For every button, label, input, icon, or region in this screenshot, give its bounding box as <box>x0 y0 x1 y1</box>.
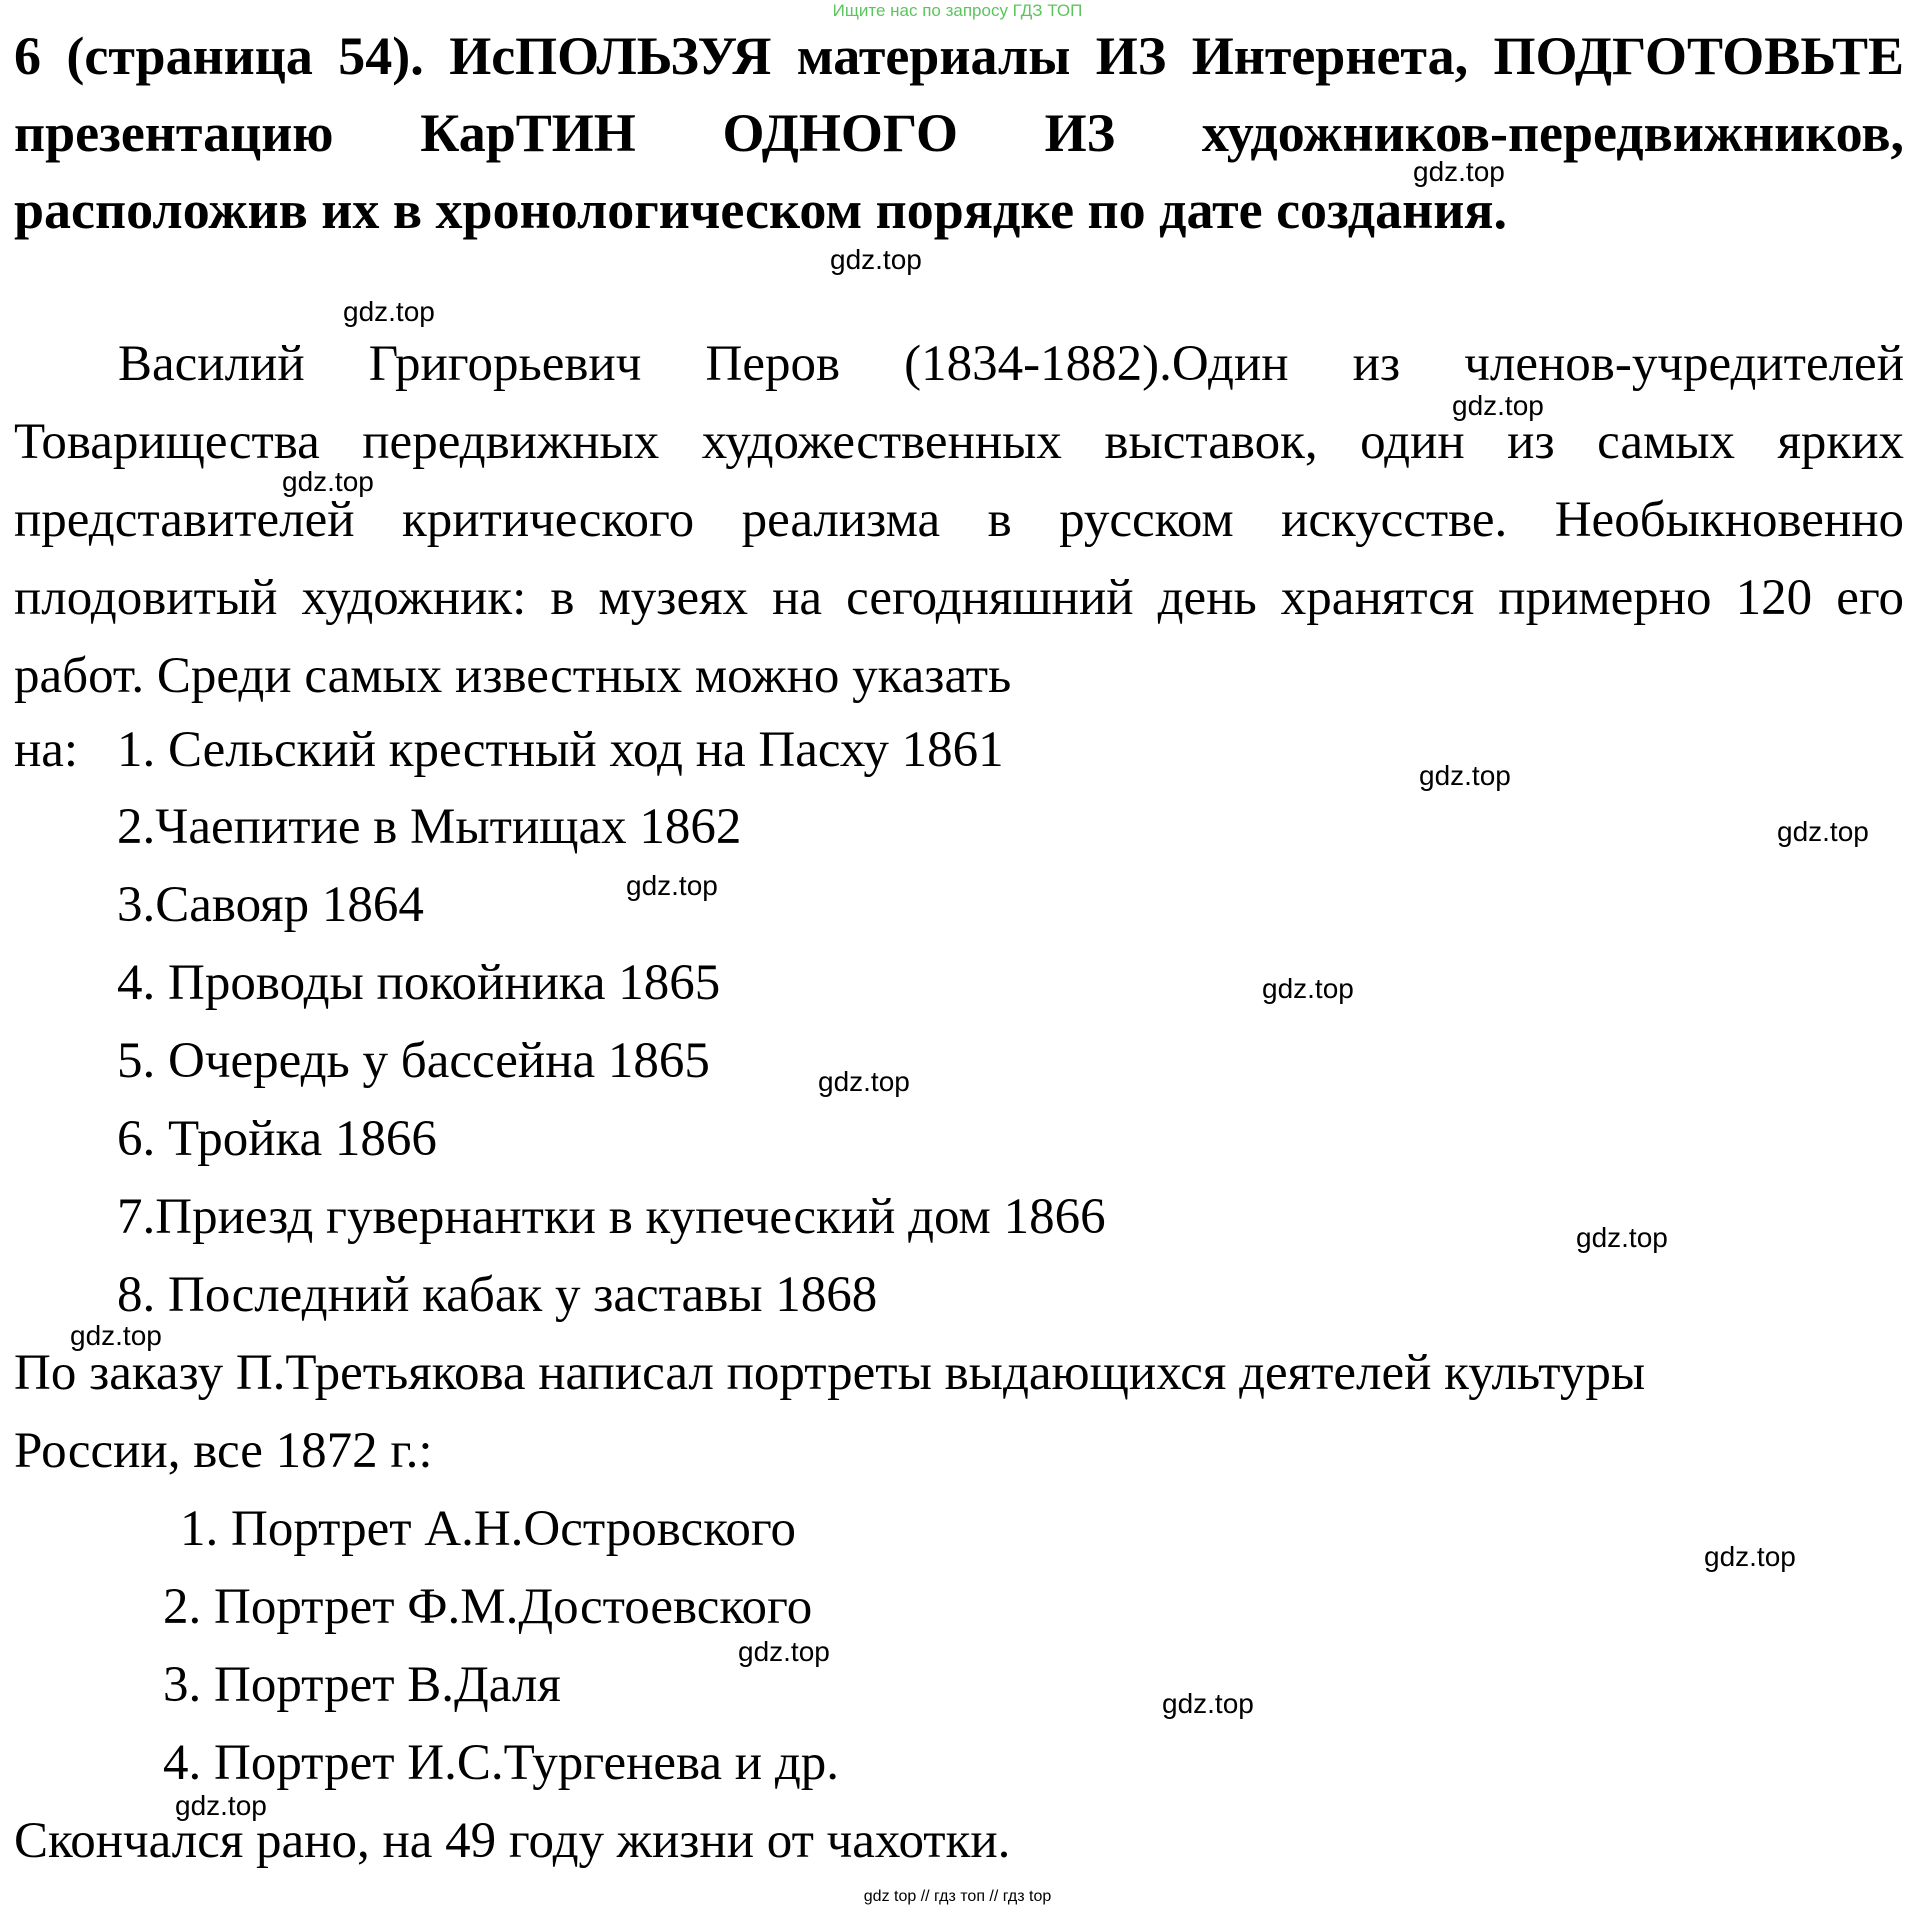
work-item: 7.Приезд гувернантки в купеческий дом 1866 <box>117 1189 1106 1245</box>
closing-line: Скончался рано, на 49 году жизни от чахотки. <box>14 1813 1011 1869</box>
task-heading: 6 (страница 54). ИсПОЛЬЗУЯ материалы ИЗ Интернета, ПОДГОТОВЬТЕ презентацию КарТИН ОДНОГО ИЗ художников-передвижников, расположив их в хронологическом порядке по дате создания. <box>14 26 1904 240</box>
watermark: gdz.top <box>1576 1222 1668 1253</box>
watermark: gdz.top <box>70 1320 162 1351</box>
work-item: 5. Очередь у бассейна 1865 <box>117 1033 710 1089</box>
watermark: gdz.top <box>818 1066 910 1097</box>
works-prefix: на: <box>14 722 79 778</box>
watermark: gdz.top <box>830 244 922 275</box>
work-item: 2.Чаепитие в Мытищах 1862 <box>117 799 742 855</box>
work-item: 4. Проводы покойника 1865 <box>117 955 721 1011</box>
watermark: gdz.top <box>282 466 374 497</box>
portraits-intro: России, все 1872 г.: <box>14 1423 433 1479</box>
watermark: gdz.top <box>1162 1688 1254 1719</box>
work-item: 8. Последний кабак у заставы 1868 <box>117 1267 878 1323</box>
work-item: 6. Тройка 1866 <box>117 1111 437 1167</box>
watermark: gdz.top <box>1452 390 1544 421</box>
portrait-item: 1. Портрет А.Н.Островского <box>180 1501 797 1557</box>
watermark: gdz.top <box>738 1636 830 1667</box>
watermark: gdz.top <box>1704 1541 1796 1572</box>
watermark: gdz.top <box>1419 760 1511 791</box>
watermark: gdz.top <box>1413 156 1505 187</box>
top-banner: Ищите нас по запросу ГДЗ ТОП <box>832 1 1083 20</box>
portrait-item: 3. Портрет В.Даля <box>163 1657 561 1713</box>
watermark: gdz.top <box>343 296 435 327</box>
watermark: gdz.top <box>626 870 718 901</box>
work-item: 1. Сельский крестный ход на Пасху 1861 <box>117 722 1004 778</box>
watermark: gdz.top <box>175 1790 267 1821</box>
portrait-item: 2. Портрет Ф.М.Достоевского <box>163 1579 813 1635</box>
work-item: 3.Савояр 1864 <box>117 877 424 933</box>
footer: gdz top // гдз топ // гдз top <box>863 1888 1052 1905</box>
portraits-intro: По заказу П.Третьякова написал портреты выдающихся деятелей культуры <box>14 1345 1646 1401</box>
watermark: gdz.top <box>1262 973 1354 1004</box>
portrait-item: 4. Портрет И.С.Тургенева и др. <box>163 1735 840 1791</box>
intro-paragraph: Василий Григорьевич Перов (1834-1882).Один из членов-учредителей Товарищества передвижных художественных выставок, один из самых ярких представителей критического реализма в русском искусстве. Необыкновенно плодовитый художник: в музеях на сегодняшний день хранятся примерно 120 его работ. Среди самых известных можно указать <box>14 336 1904 704</box>
watermark: gdz.top <box>1777 816 1869 847</box>
